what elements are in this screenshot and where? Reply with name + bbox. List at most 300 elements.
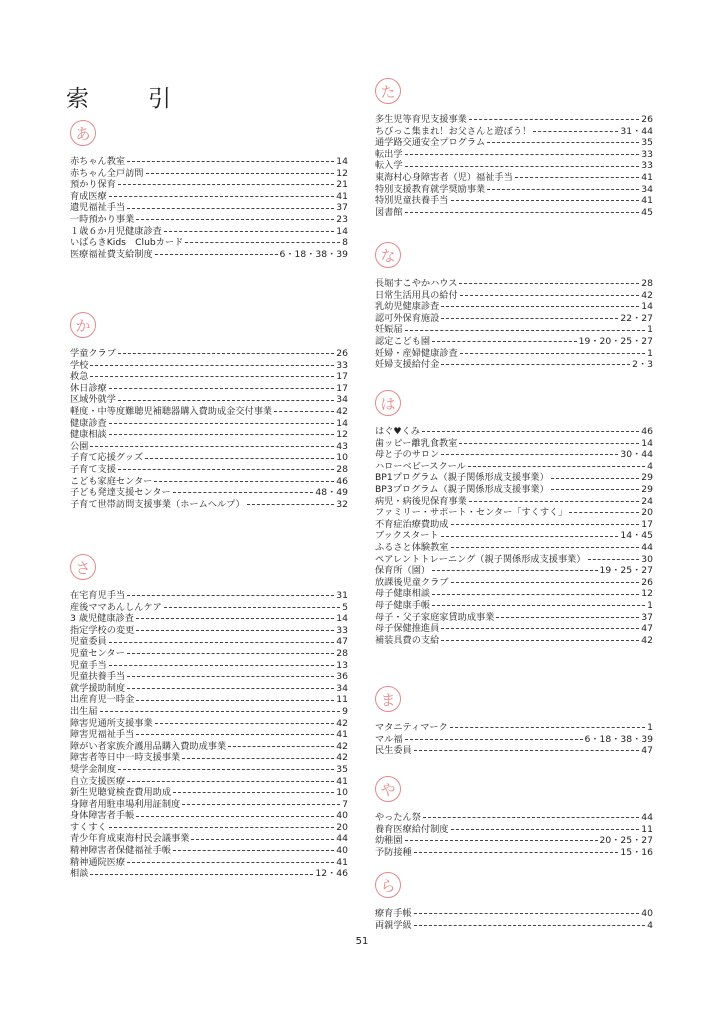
entry-page: 33 <box>336 624 348 636</box>
index-entry <box>70 452 348 464</box>
index-entry <box>375 908 653 920</box>
entry-term: 出産育児一時金 <box>70 694 135 706</box>
leader-dots <box>423 817 639 818</box>
leader-dots <box>127 688 334 689</box>
entry-page: 43 <box>336 440 348 452</box>
entry-term: 在宅育児手当 <box>70 590 126 601</box>
entry-term: 奨学金制度 <box>70 763 116 775</box>
entry-page: 14 <box>336 156 348 167</box>
page-number: 51 <box>355 936 369 947</box>
entry-page: 29 <box>641 483 653 495</box>
index-entry <box>375 126 653 138</box>
entry-term: 身障者用駐車場利用証制度 <box>70 798 181 810</box>
leader-dots <box>155 254 278 255</box>
index-entry <box>70 202 348 214</box>
index-entry <box>70 857 348 869</box>
entry-term: 身体障害者手帳 <box>70 810 135 822</box>
entry-term: 養育医療給付制度 <box>375 823 449 835</box>
index-entry <box>375 137 653 149</box>
entry-page: 41 <box>641 171 653 183</box>
entry-term: 妊婦・産婦健康診査 <box>375 347 458 359</box>
index-entry <box>375 438 653 450</box>
entry-term: 救急 <box>70 371 89 383</box>
entry-page: 17 <box>336 382 348 394</box>
index-entry <box>70 810 348 822</box>
entry-term: 学童クラブ <box>70 348 116 359</box>
leader-dots <box>155 723 335 724</box>
index-entry <box>70 613 348 625</box>
leader-dots <box>450 727 645 728</box>
leader-dots <box>414 913 640 914</box>
leader-dots <box>109 434 335 435</box>
leader-dots <box>414 750 640 751</box>
entry-page: 28 <box>641 278 653 289</box>
leader-dots <box>405 166 640 167</box>
entry-term: 補装具費の支給 <box>375 634 440 646</box>
leader-dots <box>569 512 639 513</box>
leader-dots <box>451 829 640 830</box>
leader-dots <box>441 364 630 365</box>
leader-dots <box>422 431 639 432</box>
index-entry <box>375 359 653 371</box>
entry-page: 36 <box>336 671 348 683</box>
leader-dots <box>154 481 334 482</box>
leader-dots <box>451 200 640 201</box>
leader-dots <box>118 769 334 770</box>
entry-page: 1 <box>647 722 653 733</box>
entry-page: 46 <box>336 475 348 487</box>
index-entry <box>70 499 348 511</box>
entry-term: 転入学 <box>375 160 403 172</box>
entry-page: 30・44 <box>620 449 653 461</box>
index-entry <box>70 406 348 418</box>
entry-page: 26 <box>641 114 653 125</box>
index-entry <box>70 360 348 372</box>
entry-term: 子育て世帯訪問支援事業（ホームヘルプ） <box>70 498 245 510</box>
entry-page: 4 <box>647 460 653 472</box>
index-entry <box>70 487 348 499</box>
entry-term: 障がい者家族介護用品購入費助成事業 <box>70 740 227 752</box>
index-entry <box>70 249 348 261</box>
index-entry <box>70 845 348 857</box>
entry-term: ちびっこ集まれ！お父さんと遊ぼう！ <box>375 125 532 137</box>
entry-term: 産後ママあんしんケア <box>70 601 162 613</box>
leader-dots <box>109 665 335 666</box>
leader-dots <box>515 177 639 178</box>
leader-dots <box>432 605 645 606</box>
entry-term: 相談 <box>70 868 89 880</box>
entry-page: 1 <box>647 324 653 336</box>
entry-page: 12 <box>641 588 653 600</box>
index-entry <box>375 734 653 746</box>
index-entry <box>375 290 653 302</box>
entry-term: 母子健康相談 <box>375 588 431 600</box>
index-entry <box>375 812 653 824</box>
leader-dots <box>136 219 334 220</box>
entry-page: 40 <box>641 908 653 919</box>
leader-dots <box>118 469 334 470</box>
entry-term: 幼稚園 <box>375 835 403 847</box>
index-entry <box>70 868 348 880</box>
leader-dots <box>136 734 334 735</box>
entry-term: ペアレントトレーニング（親子関係形成支援事業） <box>375 553 586 565</box>
index-entry <box>375 207 653 219</box>
entry-term: 医療福祉費支給制度 <box>70 248 153 260</box>
entry-page: 44 <box>641 812 653 823</box>
entry-page: 35 <box>336 763 348 775</box>
entry-page: 41 <box>336 729 348 741</box>
index-entry <box>375 336 653 348</box>
entry-page: 34 <box>336 394 348 406</box>
index-entry <box>70 476 348 488</box>
leader-dots <box>588 559 640 560</box>
leader-dots <box>441 454 618 455</box>
leader-dots <box>118 184 334 185</box>
entry-page: 22・27 <box>620 312 653 324</box>
index-entry <box>375 313 653 325</box>
entry-page: 7 <box>342 798 348 810</box>
index-entry <box>375 565 653 577</box>
leader-dots <box>441 306 639 307</box>
entry-term: 転出学 <box>375 148 403 160</box>
index-entry <box>70 237 348 249</box>
index-entry <box>375 722 653 734</box>
entry-page: 14 <box>336 613 348 625</box>
index-entry <box>375 519 653 531</box>
entry-term: BP3プログラム（親子関係形成支援事業） <box>375 483 549 495</box>
entry-term: 特別支援教育就学奨励事業 <box>375 183 486 195</box>
leader-dots <box>127 781 334 782</box>
entry-term: 新生児聴覚検査費用助成 <box>70 787 172 799</box>
index-entry <box>70 418 348 430</box>
index-entry <box>70 660 348 672</box>
leader-dots <box>127 208 334 209</box>
index-entry <box>375 461 653 473</box>
entry-term: ファミリー・サポート・センター「すくすく」 <box>375 507 568 519</box>
index-entry <box>70 371 348 383</box>
leader-dots <box>451 524 640 525</box>
leader-dots <box>90 376 334 377</box>
leader-dots <box>405 212 640 213</box>
entry-page: 24 <box>641 495 653 507</box>
entry-page: 20・25・27 <box>599 835 653 847</box>
entry-page: 42 <box>336 740 348 752</box>
index-entry <box>70 752 348 764</box>
leader-dots <box>405 739 583 740</box>
entry-page: 28 <box>336 463 348 475</box>
leader-dots <box>173 492 314 493</box>
entry-term: 育成医療 <box>70 190 107 202</box>
kana-heading: な <box>375 242 401 268</box>
entry-term: やったん祭 <box>375 812 421 823</box>
entry-page: 12 <box>336 167 348 179</box>
entry-page: 33 <box>336 359 348 371</box>
entry-term: 障害者等日中一時支援事業 <box>70 752 181 764</box>
entry-page: 46 <box>641 426 653 437</box>
leader-dots <box>451 547 640 548</box>
entry-term: すくすく <box>70 821 107 833</box>
index-entry <box>70 741 348 753</box>
index-entry <box>70 787 348 799</box>
entry-term: ふるさと体験教室 <box>375 541 449 553</box>
index-entry <box>70 464 348 476</box>
index-entry <box>375 612 653 624</box>
leader-dots <box>146 173 335 174</box>
kana-heading: や <box>375 776 401 802</box>
leader-dots <box>551 489 640 490</box>
entry-term: 児童手当 <box>70 659 107 671</box>
page-title: 索 引 <box>66 86 189 112</box>
entry-page: 41 <box>336 856 348 868</box>
leader-dots <box>468 466 645 467</box>
leader-dots <box>173 792 334 793</box>
index-entry <box>375 542 653 554</box>
entry-term: マタニティマーク <box>375 722 448 733</box>
index-entry <box>70 671 348 683</box>
leader-dots <box>441 318 618 319</box>
entry-term: 精神障害者保健福祉手帳 <box>70 845 172 857</box>
leader-dots <box>460 295 640 296</box>
entry-term: 赤ちゃん教室 <box>70 156 126 167</box>
leader-dots <box>145 458 334 459</box>
entry-list <box>375 812 653 858</box>
leader-dots <box>127 653 335 654</box>
entry-page: 14 <box>336 225 348 237</box>
entry-page: 44 <box>641 541 653 553</box>
entry-page: 14 <box>641 301 653 313</box>
entry-term: 長堀すこやかハウス <box>375 278 458 289</box>
index-entry <box>375 496 653 508</box>
leader-dots <box>487 142 639 143</box>
index-entry <box>70 822 348 834</box>
entry-term: 就学援助制度 <box>70 682 126 694</box>
entry-page: 30 <box>641 553 653 565</box>
index-entry <box>70 179 348 191</box>
leader-dots <box>414 852 619 853</box>
leader-dots <box>127 161 334 162</box>
entry-page: 40 <box>336 810 348 822</box>
entry-page: 42 <box>336 717 348 729</box>
entry-term: 障害児福祉手当 <box>70 729 135 741</box>
leader-dots <box>533 131 618 132</box>
entry-term: 予防接種 <box>375 846 412 858</box>
entry-term: 公園 <box>70 440 89 452</box>
entry-page: 42 <box>641 289 653 301</box>
entry-term: 母と子のサロン <box>375 449 440 461</box>
entry-term: 不育症治療費助成 <box>375 518 449 530</box>
leader-dots <box>182 804 340 805</box>
entry-page: 44 <box>336 833 348 845</box>
entry-page: 19・20・25・27 <box>578 335 653 347</box>
leader-dots <box>469 119 639 120</box>
entry-list <box>70 590 348 880</box>
entry-term: 児童委員 <box>70 636 107 648</box>
index-entry <box>375 554 653 566</box>
index-entry <box>375 847 653 859</box>
entry-page: 14・45 <box>620 530 653 542</box>
index-entry <box>70 590 348 602</box>
entry-term: こども家庭センター <box>70 475 153 487</box>
kana-heading: か <box>70 312 96 338</box>
index-entry <box>70 429 348 441</box>
kana-heading: た <box>375 78 401 104</box>
leader-dots <box>496 617 639 618</box>
entry-term: 日常生活用具の給付 <box>375 289 458 301</box>
entry-page: 32 <box>336 498 348 510</box>
entry-term: 妊娠届 <box>375 324 403 336</box>
entry-list <box>375 114 653 218</box>
entry-list <box>375 426 653 646</box>
entry-term: はぐ♥くみ <box>375 426 420 437</box>
index-entry <box>70 191 348 203</box>
entry-page: 20 <box>641 507 653 519</box>
entry-page: 1 <box>647 347 653 359</box>
index-entry <box>375 195 653 207</box>
index-entry <box>375 530 653 542</box>
index-entry <box>375 472 653 484</box>
leader-dots <box>228 746 334 747</box>
index-entry <box>375 600 653 612</box>
entry-page: 48・49 <box>315 487 348 499</box>
index-entry <box>70 441 348 453</box>
index-entry <box>375 426 653 438</box>
index-entry <box>70 776 348 788</box>
leader-dots <box>164 607 340 608</box>
entry-page: 21 <box>336 179 348 191</box>
entry-term: 東海村心身障害者（児）福祉手当 <box>375 171 513 183</box>
leader-dots <box>109 388 335 389</box>
entry-list <box>70 156 348 260</box>
entry-term: 乳幼児健康診査 <box>375 301 440 313</box>
index-entry <box>375 172 653 184</box>
entry-term: 一時預かり事業 <box>70 213 135 225</box>
entry-page: 31・44 <box>620 125 653 137</box>
entry-term: いばらきKids Clubカード <box>70 237 184 249</box>
entry-page: 26 <box>641 576 653 588</box>
index-entry <box>70 226 348 238</box>
leader-dots <box>469 501 639 502</box>
leader-dots <box>100 711 341 712</box>
entry-term: 母子・父子家庭家賃助成事業 <box>375 611 495 623</box>
index-entry <box>70 706 348 718</box>
entry-term: 民生委員 <box>375 745 412 757</box>
entry-page: 17 <box>641 518 653 530</box>
index-entry <box>70 718 348 730</box>
leader-dots <box>118 400 334 401</box>
entry-term: 健康相談 <box>70 429 107 441</box>
index-entry <box>375 588 653 600</box>
entry-page: 5 <box>342 601 348 613</box>
index-entry <box>70 694 348 706</box>
leader-dots <box>487 189 639 190</box>
leader-dots <box>441 628 639 629</box>
entry-page: 10 <box>336 787 348 799</box>
entry-term: 母子健康手帳 <box>375 599 431 611</box>
index-entry <box>375 635 653 647</box>
entry-page: 37 <box>336 202 348 214</box>
index-entry <box>375 301 653 313</box>
leader-dots <box>173 850 334 851</box>
entry-page: 28 <box>336 647 348 659</box>
leader-dots <box>90 446 334 447</box>
index-entry <box>70 625 348 637</box>
leader-dots <box>405 330 646 331</box>
entry-term: 保育所（園） <box>375 565 431 577</box>
index-entry <box>70 394 348 406</box>
index-entry <box>70 636 348 648</box>
index-entry <box>70 214 348 226</box>
entry-page: 10 <box>336 452 348 464</box>
leader-dots <box>136 816 334 817</box>
entry-page: 34 <box>336 682 348 694</box>
index-entry <box>375 324 653 336</box>
index-entry <box>70 348 348 360</box>
index-entry <box>375 449 653 461</box>
entry-term: 両親学級 <box>375 919 412 931</box>
entry-term: 療育手帳 <box>375 908 412 919</box>
index-entry <box>375 149 653 161</box>
index-entry <box>70 383 348 395</box>
entry-page: 33 <box>641 160 653 172</box>
entry-page: 9 <box>342 705 348 717</box>
index-entry <box>70 168 348 180</box>
entry-page: 26 <box>336 348 348 359</box>
index-entry <box>70 833 348 845</box>
index-entry <box>70 729 348 741</box>
entry-term: 出生届 <box>70 705 98 717</box>
entry-page: 17 <box>336 371 348 383</box>
entry-term: ハローベビースクール <box>375 460 466 472</box>
entry-term: マル福 <box>375 733 403 745</box>
entry-list <box>375 278 653 371</box>
leader-dots <box>405 840 598 841</box>
entry-page: 29 <box>641 472 653 484</box>
index-entry <box>375 184 653 196</box>
leader-dots <box>414 925 645 926</box>
entry-term: 学校 <box>70 359 89 371</box>
entry-page: 14 <box>641 437 653 449</box>
leader-dots <box>441 640 639 641</box>
entry-page: 47 <box>336 636 348 648</box>
entry-term: 3 歳児健康診査 <box>70 613 134 625</box>
leader-dots <box>432 570 597 571</box>
entry-term: 歯ッピー離乳食教室 <box>375 437 458 449</box>
entry-page: 19・25・27 <box>599 565 653 577</box>
entry-page: 12 <box>336 429 348 441</box>
entry-list <box>375 908 653 931</box>
kana-heading: さ <box>70 554 96 580</box>
entry-term: 精神通院医療 <box>70 856 126 868</box>
kana-heading: ま <box>375 686 401 712</box>
entry-term: BP1プログラム（親子関係形成支援事業） <box>375 472 549 484</box>
entry-term: １歳６か月児健康診査 <box>70 225 162 237</box>
leader-dots <box>551 478 640 479</box>
entry-page: 47 <box>641 745 653 757</box>
leader-dots <box>109 827 335 828</box>
entry-page: 13 <box>336 659 348 671</box>
index-entry <box>70 648 348 660</box>
index-entry <box>70 602 348 614</box>
entry-page: 31 <box>336 590 348 601</box>
leader-dots <box>247 504 335 505</box>
entry-term: 多生児等育児支援事業 <box>375 114 467 125</box>
entry-page: 6・18・38・39 <box>279 248 348 260</box>
entry-page: 11 <box>641 823 653 835</box>
entry-page: 47 <box>641 623 653 635</box>
index-entry <box>375 577 653 589</box>
index-entry <box>375 623 653 635</box>
index-entry <box>375 745 653 757</box>
